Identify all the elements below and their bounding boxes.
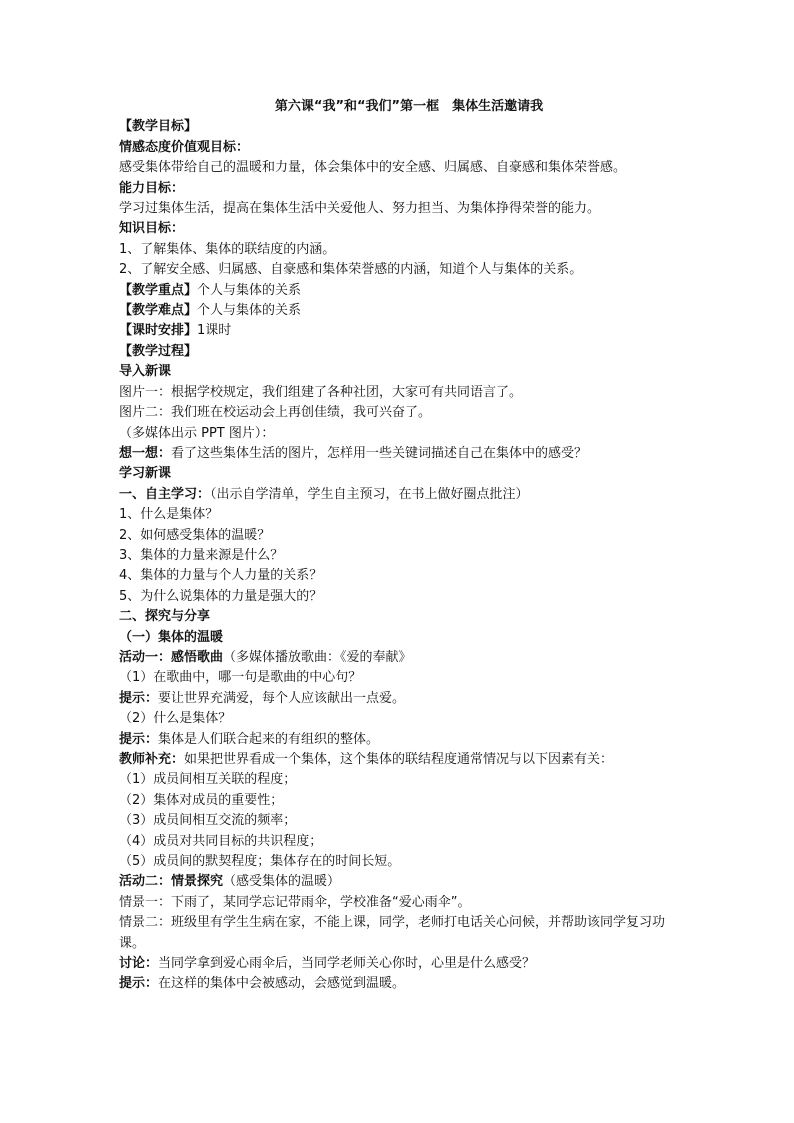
list-item: （3）成员间相互交流的频率； xyxy=(119,813,297,829)
label: 提示： xyxy=(119,731,159,747)
list-item: （2）集体对成员的重要性； xyxy=(119,792,284,808)
text-line xyxy=(119,444,679,464)
list-item: 2、如何感受集体的温暖？ xyxy=(119,527,271,543)
label: 活动二：情景探究 xyxy=(119,874,224,890)
section-heading: 【教学目标】 xyxy=(119,119,198,135)
value: 看了这些集体生活的图片，怎样用一些关键词描述自己在集体中的感受？ xyxy=(171,445,588,461)
text-line xyxy=(119,730,679,750)
text-line: 2、了解安全感、归属感、自豪感和集体荣誉感的内涵，知道个人与集体的关系。 xyxy=(119,262,583,278)
value: 个人与集体的关系 xyxy=(197,282,302,298)
label: 一、自主学习： xyxy=(119,486,211,502)
subheading: 学习新课 xyxy=(119,466,172,482)
text-line: 感受集体带给自己的温暖和力量，体会集体中的安全感、归属感、自豪感和集体荣誉感。 xyxy=(119,160,627,176)
text-line: 情景二：班级里有学生生病在家，不能上课，同学，老师打电话关心问候，并帮助该同学复习功课。 xyxy=(119,915,666,951)
value: 要让世界充满爱，每个人应该献出一点爱。 xyxy=(158,690,406,706)
value: 集体是人们联合起来的有组织的整体。 xyxy=(158,731,380,747)
text-line: 图片一：根据学校规定，我们组建了各种社团，大家可有共同语言了。 xyxy=(119,384,523,400)
page-title: 第六课“我”和“我们”第一框 集体生活邀请我 xyxy=(274,99,544,114)
text-line xyxy=(119,750,679,770)
text-line: 1、了解集体、集体的联结度的内涵。 xyxy=(119,241,336,257)
list-item: 4、集体的力量与个人力量的关系？ xyxy=(119,568,323,584)
subheading: 导入新课 xyxy=(119,364,172,380)
text-line xyxy=(119,485,679,505)
value: 如果把世界看成一个集体，这个集体的联结程度通常情况与以下因素有关： xyxy=(184,752,614,767)
text-line xyxy=(119,281,679,301)
text-line: 情景一：下雨了，某同学忘记带雨伞，学校准备“爱心雨伞”。 xyxy=(119,894,471,910)
subheading: 能力目标： xyxy=(119,180,185,196)
list-item: 1、什么是集体？ xyxy=(119,507,219,523)
label: 活动一：感悟歌曲 xyxy=(119,649,224,665)
list-item: 3、集体的力量来源是什么？ xyxy=(119,547,284,563)
list-item: （5）成员间的默契程度；集体存在的时间长短。 xyxy=(119,854,401,870)
list-item: （1）成员间相互关联的程度； xyxy=(119,772,297,788)
label: 【课时安排】 xyxy=(119,323,198,339)
label: 教师补充： xyxy=(119,752,185,767)
value: （感受集体的温暖） xyxy=(223,874,341,890)
value: 在这样的集体中会被感动，会感觉到温暖。 xyxy=(158,976,406,992)
value: 当同学拿到爱心雨伞后，当同学老师关心你时，心里是什么感受？ xyxy=(158,956,536,972)
list-item: 5、为什么说集体的力量是强大的？ xyxy=(119,588,323,604)
text-line: （多媒体出示 PPT 图片）： xyxy=(119,425,275,441)
label: 想一想： xyxy=(119,445,172,461)
list-item: （4）成员对共同目标的共识程度； xyxy=(119,833,323,849)
subheading: 知识目标： xyxy=(119,221,185,237)
text-line: 图片二：我们班在校运动会上再创佳绩，我可兴奋了。 xyxy=(119,405,432,421)
value: （多媒体播放歌曲：《爱的奉献》 xyxy=(223,649,412,665)
text-line xyxy=(119,872,679,892)
text-line xyxy=(119,301,679,321)
subheading: 情感态度价值观目标： xyxy=(119,139,250,155)
subheading: 二、探究与分享 xyxy=(119,609,211,625)
document-page xyxy=(119,97,679,995)
label: 提示： xyxy=(119,690,159,706)
label: 提示： xyxy=(119,976,159,992)
text-line xyxy=(119,648,679,668)
text-line xyxy=(119,689,679,709)
value: （出示自学清单，学生自主预习，在书上做好圈点批注） xyxy=(210,486,529,502)
value: 个人与集体的关系 xyxy=(197,303,302,319)
section-heading: 【教学过程】 xyxy=(119,343,198,359)
text-line xyxy=(119,974,679,994)
text-line: （2）什么是集体？ xyxy=(119,711,232,727)
subheading: （一）集体的温暖 xyxy=(119,629,224,645)
text-line xyxy=(119,321,679,341)
text-line: （1）在歌曲中，哪一句是歌曲的中心句？ xyxy=(119,670,362,686)
label: 【教学重点】 xyxy=(119,282,198,298)
label: 讨论： xyxy=(119,956,159,972)
text-line xyxy=(119,954,679,974)
value: 1课时 xyxy=(197,323,232,339)
text-line: 学习过集体生活，提高在集体生活中关爱他人、努力担当、为集体挣得荣誉的能力。 xyxy=(119,201,601,217)
label: 【教学难点】 xyxy=(119,303,198,319)
